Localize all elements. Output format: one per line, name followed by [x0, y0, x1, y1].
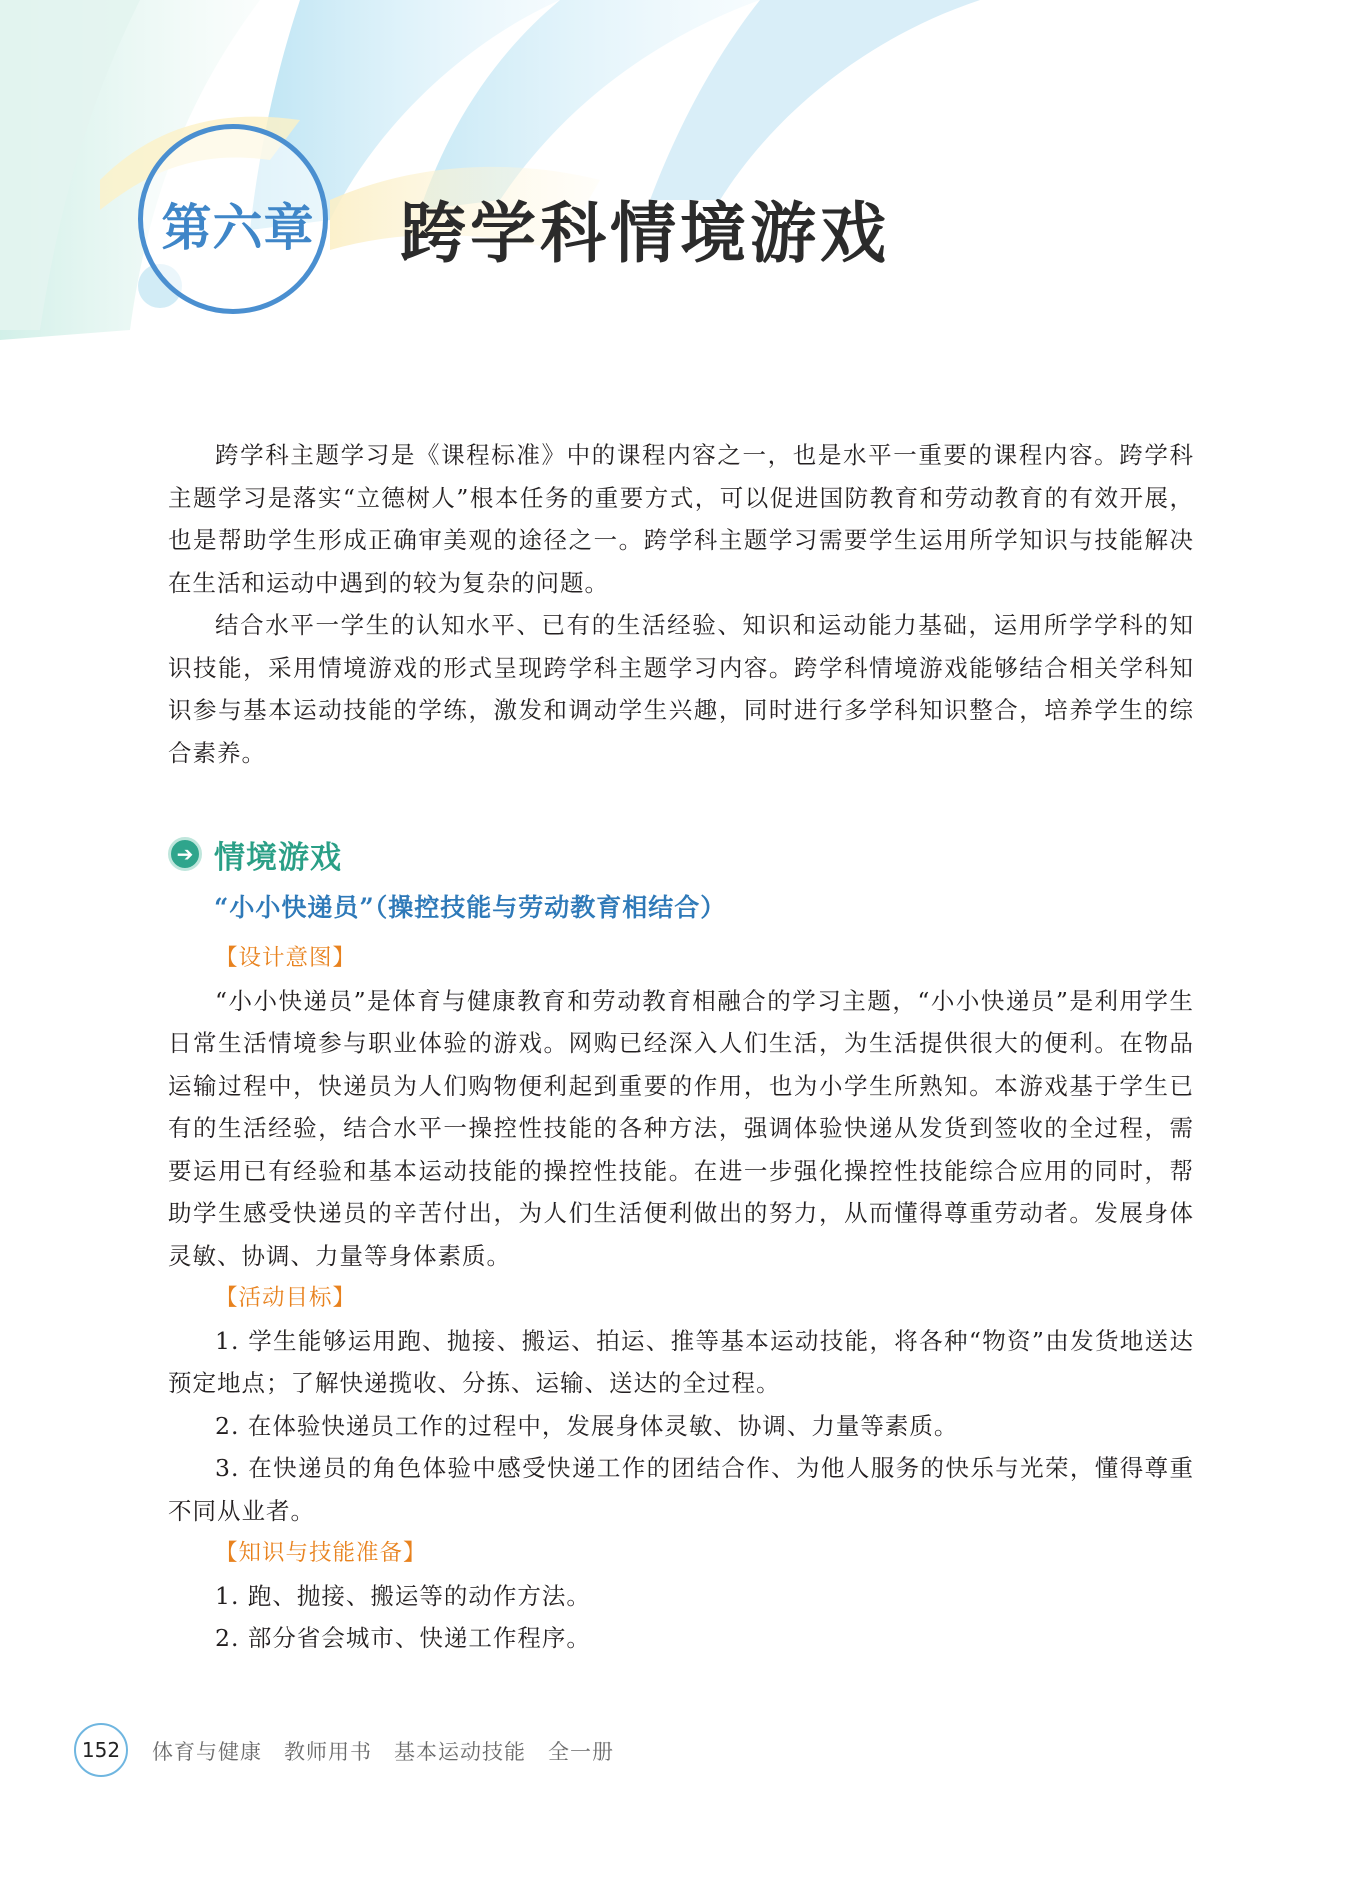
goal-item: 3. 在快递员的角色体验中感受快递工作的团结合作、为他人服务的快乐与光荣，懂得尊重不同从业者。: [168, 1454, 1194, 1525]
prep-item: 2. 部分省会城市、快递工作程序。: [215, 1624, 591, 1652]
game-details: [168, 937, 1194, 1660]
chapter-number: 第六章: [161, 199, 315, 257]
section-title: 情境游戏: [214, 839, 342, 876]
goals-label: 【活动目标】: [215, 1285, 357, 1311]
design-intent-text: “小小快递员”是体育与健康教育和劳动教育相融合的学习主题，“小小快递员”是利用学生日常生活情境参与职业体验的游戏。网购已经深入人们生活，为生活提供很大的便利。在物品运输过程中，快递员为人们购物便利起到重要的作用，也为小学生所熟知。本游戏基于学生已有的生活经验，结合水平一操控性技能的各种方法，强调体验快递从发货到签收的全过程，需要运用已有经验和基本运动技能的操控性技能。在进一步强化操控性技能综合应用的同时，帮助学生感受快递员的辛苦付出，为人们生活便利做出的努力，从而懂得尊重劳动者。发展身体灵敏、协调、力量等身体素质。: [168, 986, 1194, 1270]
prep-item: 1. 跑、抛接、搬运等的动作方法。: [215, 1581, 591, 1610]
intro-paragraph: 跨学科主题学习是《课程标准》中的课程内容之一，也是水平一重要的课程内容。跨学科主题学习是落实“立德树人”根本任务的重要方式，可以促进国防教育和劳动教育的有效开展，也是帮助学生形成正确审美观的途径之一。跨学科主题学习需要学生运用所学知识与技能解决在生活和运动中遇到的较为复杂的问题。: [168, 441, 1194, 597]
design-intent-label: 【设计意图】: [215, 945, 357, 971]
section-heading: [168, 833, 342, 875]
prep-label: 【知识与技能准备】: [215, 1540, 427, 1566]
arrow-right-circle-icon: ➔: [168, 837, 202, 871]
goal-item: 2. 在体验快递员工作的过程中，发展身体灵敏、协调、力量等素质。: [215, 1411, 959, 1440]
book-title: 体育与健康 教师用书 基本运动技能 全一册: [152, 1740, 614, 1764]
intro-paragraph: 结合水平一学生的认知水平、已有的生活经验、知识和运动能力基础，运用所学学科的知识技能，采用情境游戏的形式呈现跨学科主题学习内容。跨学科情境游戏能够结合相关学科知识参与基本运动技能的学练，激发和调动学生兴趣，同时进行多学科知识整合，培养学生的综合素养。: [168, 611, 1194, 767]
page-number: 152: [74, 1723, 128, 1777]
chapter-title: 跨学科情境游戏: [400, 195, 890, 272]
game-title: “小小快递员”（操控技能与劳动教育相结合）: [214, 893, 727, 922]
intro-text: [168, 434, 1194, 774]
goal-item: 1. 学生能够运用跑、抛接、搬运、拍运、推等基本运动技能，将各种“物资”由发货地送达预定地点；了解快递揽收、分拣、运输、送达的全过程。: [168, 1326, 1194, 1397]
